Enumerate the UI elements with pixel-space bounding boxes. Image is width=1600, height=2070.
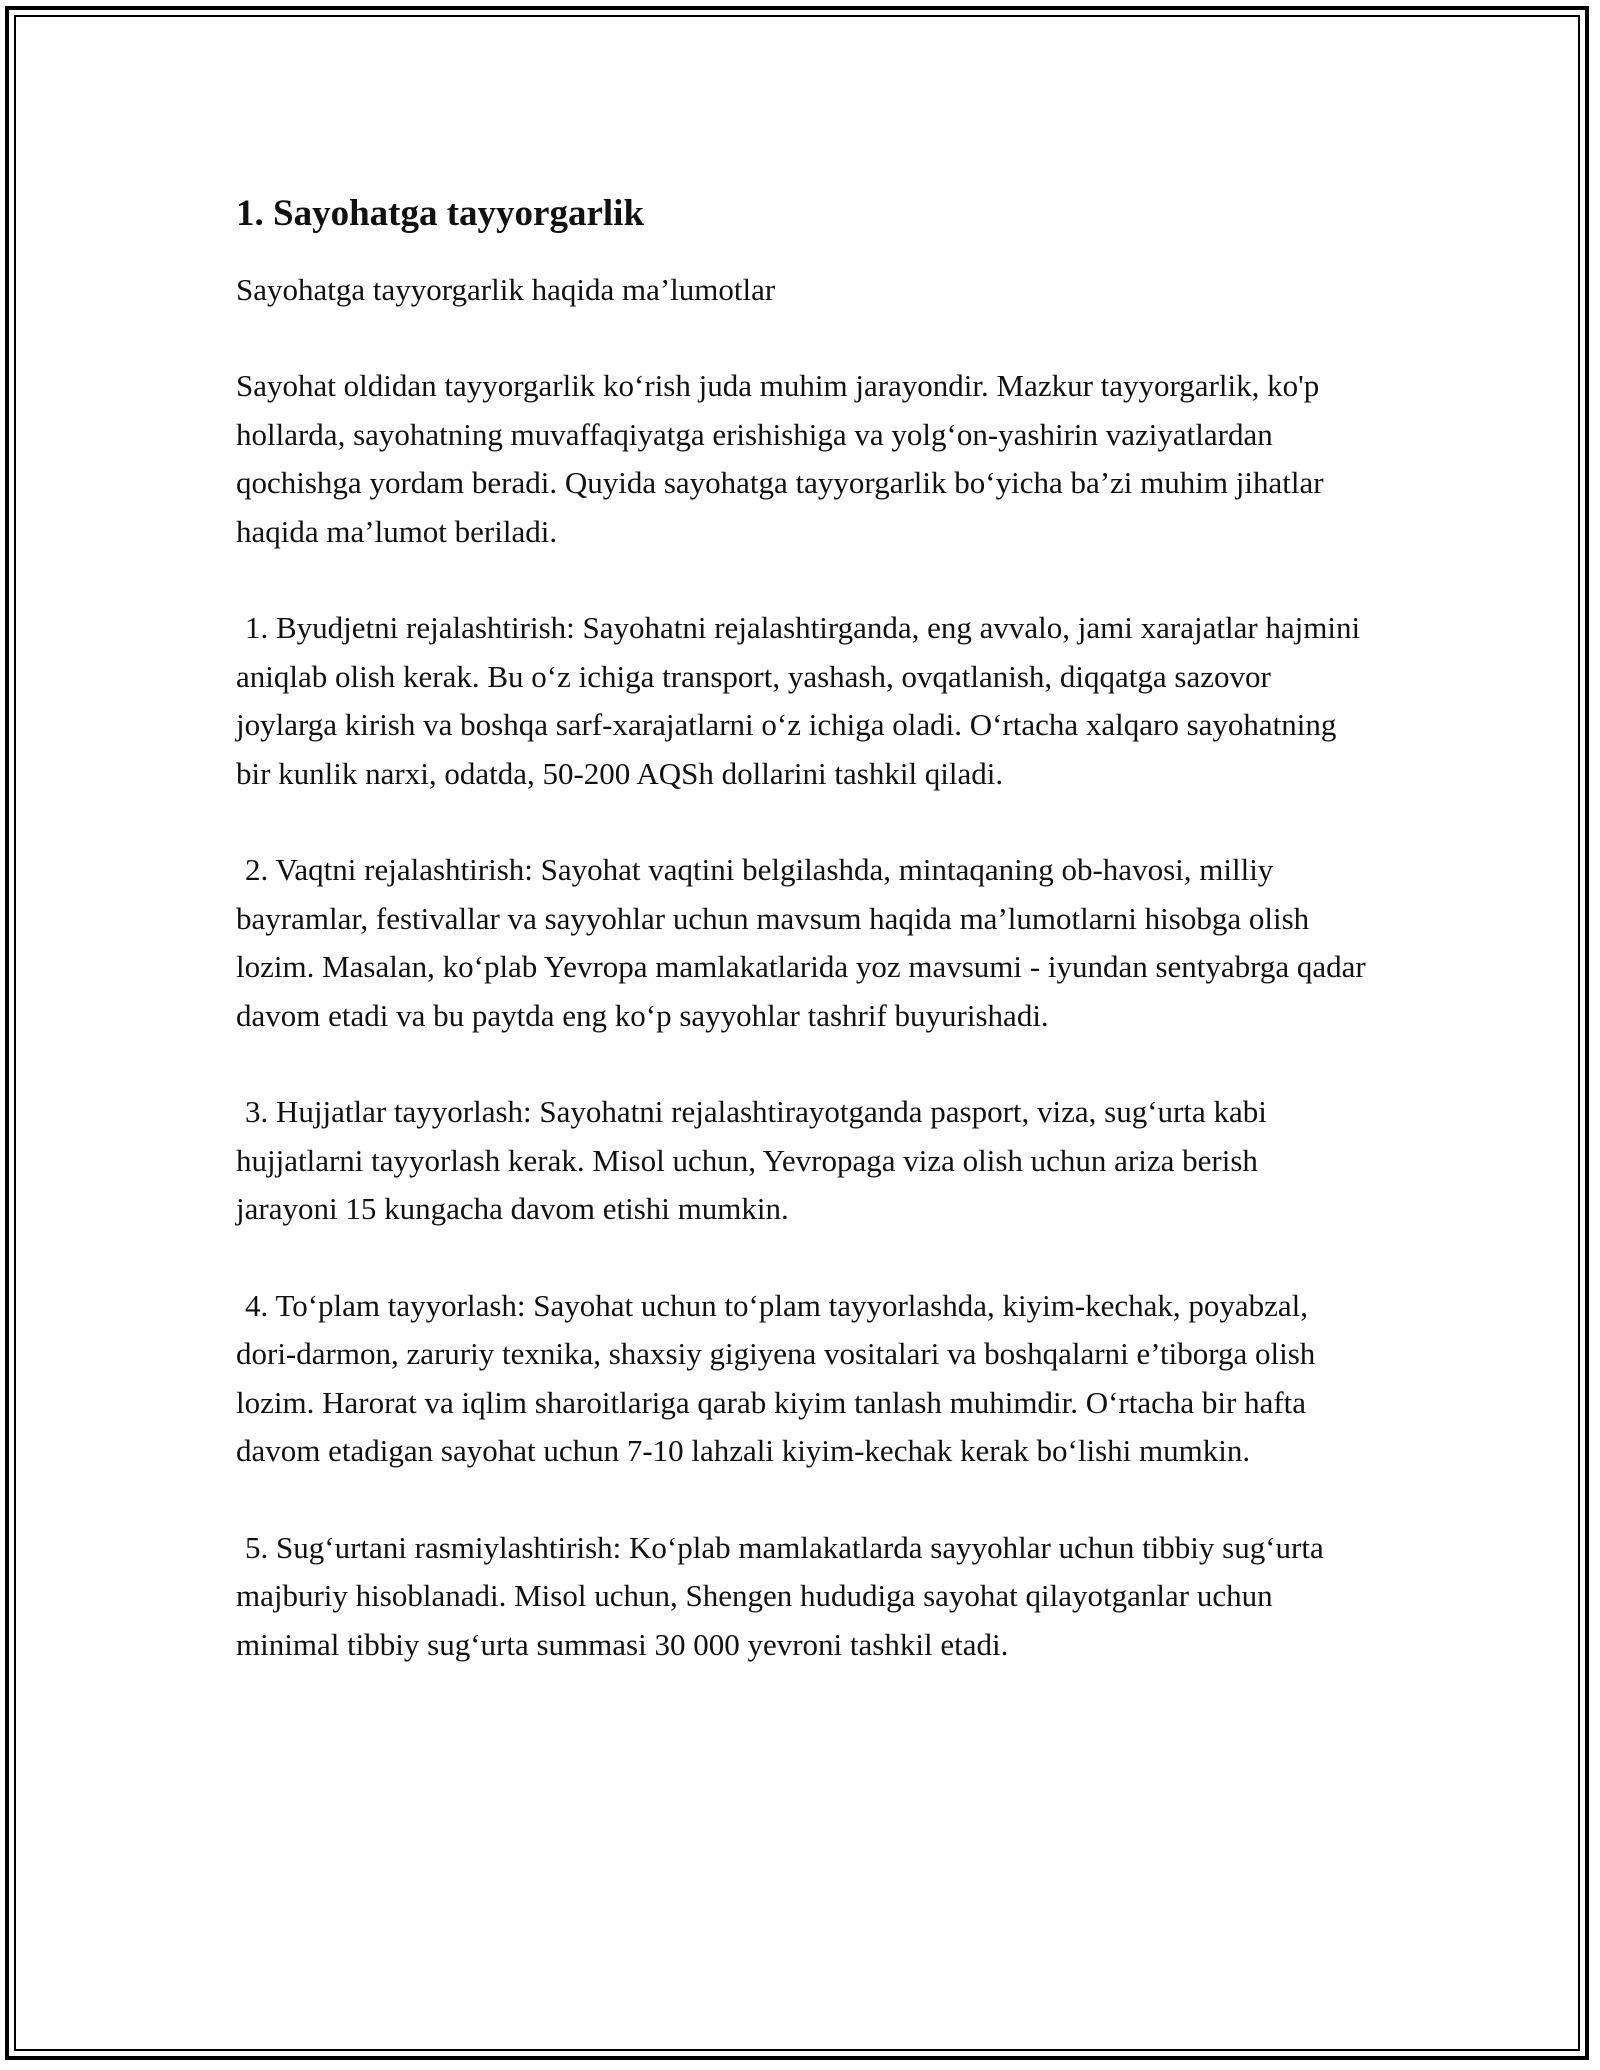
list-item [236,1282,1366,1476]
list-item-number: 4. [245,1287,269,1323]
document-title: 1. Sayohatga tayyorgarlik [236,193,645,234]
intro-paragraph: Sayohat oldidan tayyorgarlik ko‘rish juda muhim jarayondir. Mazkur tayyorgarlik, ko'p hollarda, sayohatning muvaffaqiyatga erishishiga va yolg‘on-yashirin vaziyatlardan qochishga yordam beradi. Quyida sayohatga tayyorgarlik bo‘yicha ba’zi muhim jihatlar haqida ma’lumot beriladi. [236,368,1324,549]
list-item [236,1088,1366,1234]
list-item [236,604,1366,798]
list-item [236,846,1366,1040]
list-item-number: 5. [245,1529,269,1565]
list-item-text: To‘plam tayyorlash: Sayohat uchun to‘plam tayyorlashda, kiyim-kechak, poyabzal, dori-darmon, zaruriy texnika, shaxsiy gigiyena vositalari va boshqalarni e’tiborga olish lozim. Harorat va iqlim sharoitlariga qarab kiyim tanlash muhimdir. O‘rtacha bir hafta davom etadigan sayohat uchun 7-10 lahzali kiyim-kechak kerak bo‘lishi mumkin. [236,1287,1316,1468]
document-subtitle: Sayohatga tayyorgarlik haqida ma’lumotlar [236,272,776,307]
document-body [236,188,1366,1717]
list-item-number: 3. [245,1094,269,1129]
list-item-text: Sug‘urtani rasmiylashtirish: Ko‘plab mamlakatlarda sayyohlar uchun tibbiy sug‘urta majburiy hisoblanadi. Misol uchun, Shengen hududiga sayohat qilayotganlar uchun minimal tibbiy sug‘urta summasi 30 000 yevroni tashkil etadi. [236,1529,1324,1662]
list-item-text: Hujjatlar tayyorlash: Sayohatni rejalashtirayotganda pasport, viza, sug‘urta kabi hujjatlarni tayyorlash kerak. Misol uchun, Yevropaga viza olish uchun ariza berish jarayoni 15 kungacha davom etishi mumkin. [236,1094,1267,1226]
list-item-number: 1. [245,610,269,645]
list-item [236,1524,1366,1670]
list-item-number: 2. [245,852,269,887]
list-item-text: Vaqtni rejalashtirish: Sayohat vaqtini belgilashda, mintaqaning ob-havosi, milliy bayramlar, festivallar va sayyohlar uchun mavsum haqida ma’lumotlarni hisobga olish lozim. Masalan, ko‘plab Yevropa mamlakatlarida yoz mavsumi - iyundan sentyabrga qadar davom etadi va bu paytda eng ko‘p sayyohlar tashrif buyurishadi. [236,852,1366,1033]
list-item-text: Byudjetni rejalashtirish: Sayohatni rejalashtirganda, eng avvalo, jami xarajatlar hajmini aniqlab olish kerak. Bu o‘z ichiga transport, yashash, ovqatlanish, diqqatga sazovor joylarga kirish va boshqa sarf-xarajatlarni o‘z ichiga oladi. O‘rtacha xalqaro sayohatning bir kunlik narxi, odatda, 50-200 AQSh dollarini tashkil qiladi. [236,610,1361,791]
